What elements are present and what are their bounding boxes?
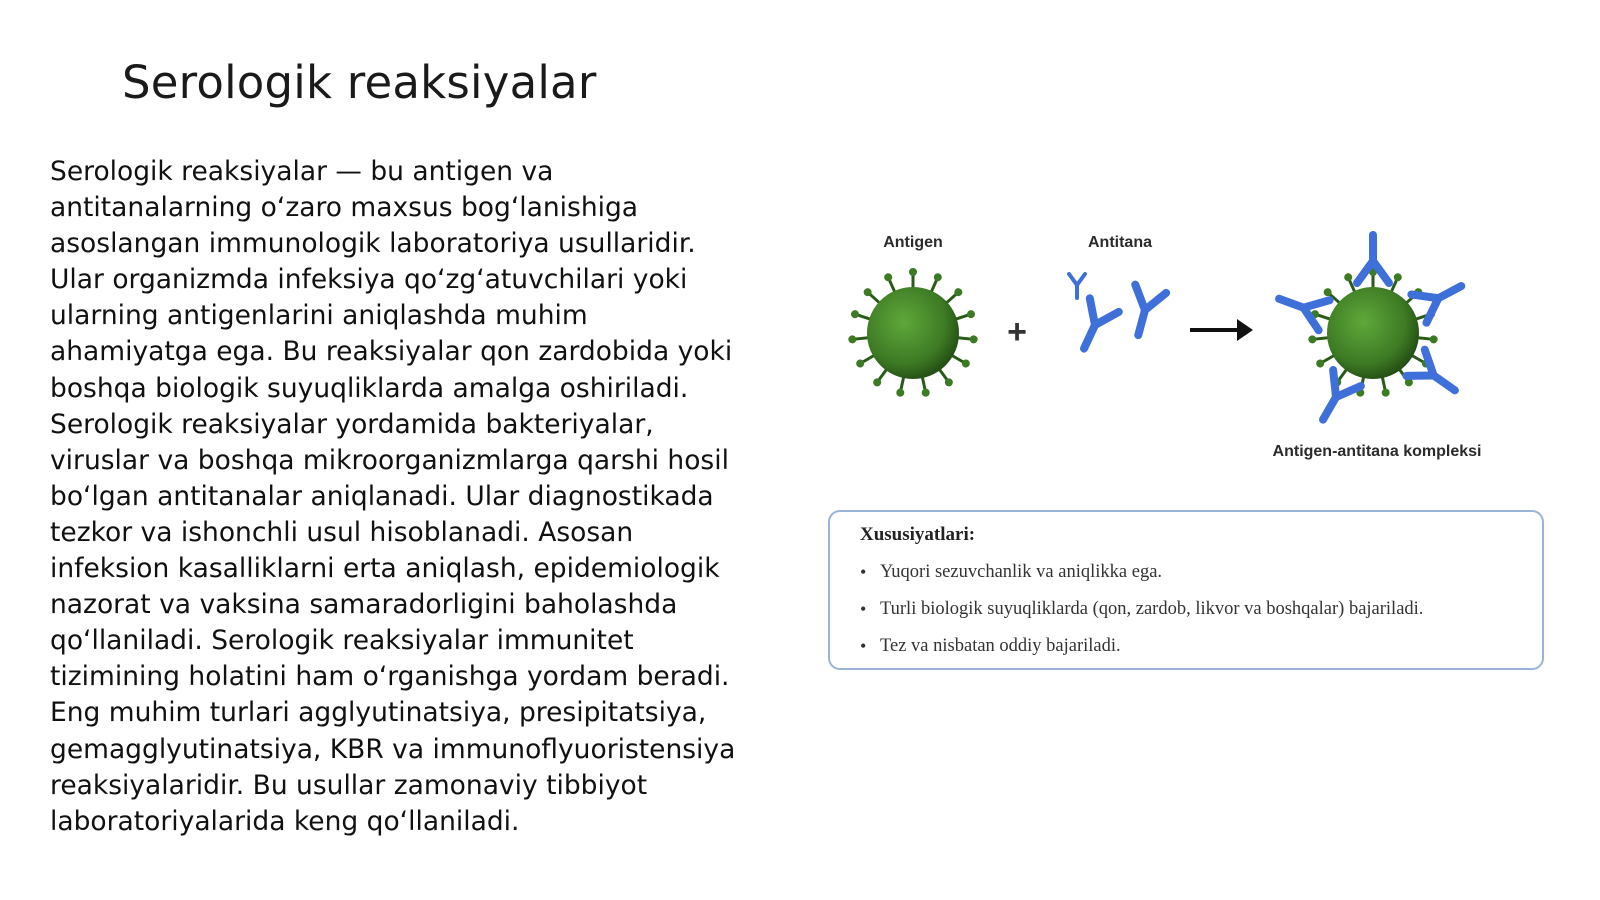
virus-icon xyxy=(848,268,978,397)
slide-title: Serologik reaksiyalar xyxy=(122,56,597,109)
property-item: • Turli biologik suyuqliklarda (qon, zardob, likvor va boshqalar) bajariladi. xyxy=(860,591,1512,628)
properties-title: Xususiyatlari: xyxy=(860,524,976,545)
antigen-antibody-complex-icon xyxy=(1274,235,1469,428)
antibody-icon xyxy=(1069,274,1166,355)
property-item: • Yuqori sezuvchanlik va aniqlikka ega. xyxy=(860,554,1512,591)
properties-box xyxy=(828,510,1544,670)
property-item: • Tez va nisbatan oddiy bajariladi. xyxy=(860,628,1512,665)
plus-symbol: + xyxy=(1007,313,1027,351)
slide-body-text: Serologik reaksiyalar — bu antigen va antitanalarning o‘zaro maxsus bog‘lanishiga asoslangan immunologik laboratoriya usullaridir. Ular organizmda infeksiya qo‘zg‘atuvchilari yoki ularning antigenlarini aniqlashda muhim ahamiyatga ega. Bu reaksiyalar qon zardobida yoki boshqa biologik suyuqliklarda amalga oshiriladi. Serologik reaksiyalar yordamida bakteriyalar, viruslar va boshqa mikroorganizmlarga qarshi hosil bo‘lgan antitanalar aniqlanadi. Ular diagnostikada tezkor va ishonchli usul hisoblanadi. Asosan infeksion kasalliklarni erta aniqlash, epidemiologik nazorat va vaksina samaradorligini baholashda qo‘llaniladi. Serologik reaksiyalar immunitet tizimining holatini ham o‘rganishga yordam beradi. Eng muhim turlari agglyutinatsiya, presipitatsiya, gemagglyutinatsiya, KBR va immunoflyuoristensiya reaksiyalaridir. Bu usullar zamonaviy tibbiyot laboratoriyalarida keng qo‘llaniladi. xyxy=(50,156,736,837)
antigen-label: Antigen xyxy=(883,234,943,251)
antibody-label: Antitana xyxy=(1088,234,1152,251)
antigen-antibody-diagram xyxy=(845,175,1570,495)
complex-label: Antigen-antitana kompleksi xyxy=(1272,443,1482,460)
arrow-right-icon xyxy=(1190,319,1253,341)
properties-list xyxy=(860,554,1512,665)
